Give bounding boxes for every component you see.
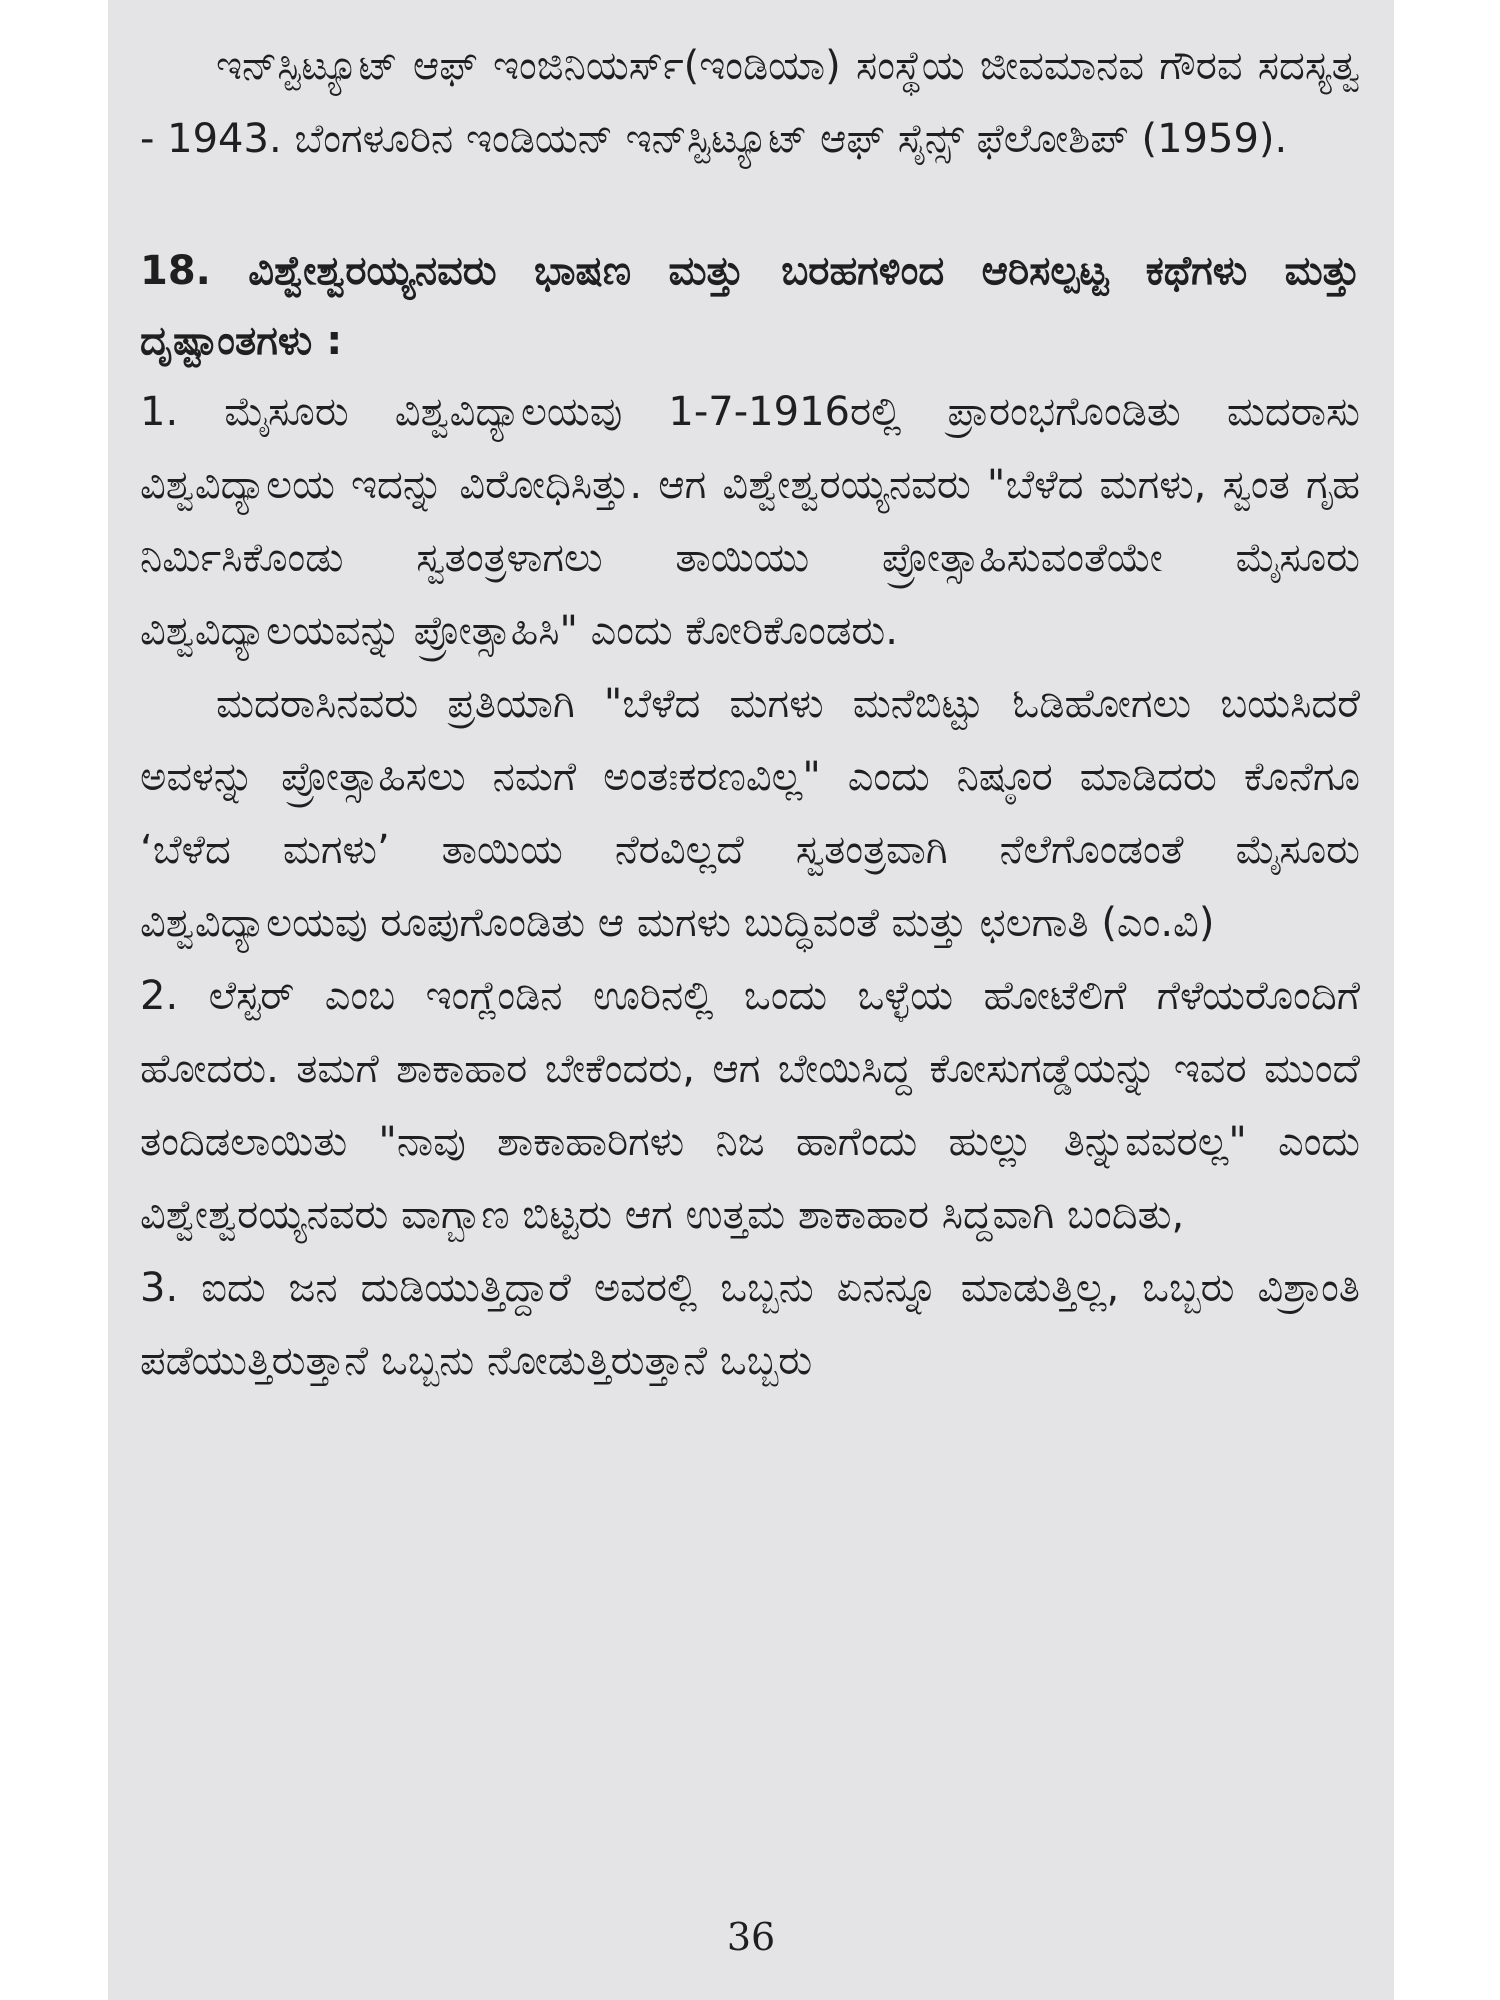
story-1-continuation-paragraph: ಮದರಾಸಿನವರು ಪ್ರತಿಯಾಗಿ "ಬೆಳೆದ ಮಗಳು ಮನೆಬಿಟ್ಟು ಓಡಿಹೋಗಲು ಬಯಸಿದರೆ ಅವಳನ್ನು ಪ್ರೋತ್ಸಾಹಿಸಲು ನಮಗೆ ಅಂತಃಕರಣವಿಲ್ಲ" ಎಂದು ನಿಷ್ಠೂರ ಮಾಡಿದರು ಕೊನೆಗೂ ‘ಬೆಳೆದ ಮಗಳು’ ತಾಯಿಯ ನೆರವಿಲ್ಲದೆ ಸ್ವತಂತ್ರವಾಗಿ ನೆಲೆಗೊಂಡಂತೆ ಮೈಸೂರು ವಿಶ್ವವಿದ್ಯಾಲಯವು ರೂಪುಗೊಂಡಿತು ಆ ಮಗಳು ಬುದ್ಧಿವಂತೆ ಮತ್ತು ಛಲಗಾತಿ (ಎಂ.ವಿ): [140, 681, 1360, 946]
story-3-paragraph: 3. ಐದು ಜನ ದುಡಿಯುತ್ತಿದ್ದಾರೆ ಅವರಲ್ಲಿ ಒಬ್ಬನು ಏನನ್ನೂ ಮಾಡುತ್ತಿಲ್ಲ, ಒಬ್ಬರು ವಿಶ್ರಾಂತಿ ಪಡೆಯುತ್ತಿರುತ್ತಾನೆ ಒಬ್ಬನು ನೋಡುತ್ತಿರುತ್ತಾನೆ ಒಬ್ಬರು: [140, 1265, 1360, 1384]
intro-paragraph: ಇನ್‌ಸ್ಟಿಟ್ಯೂಟ್ ಆಫ್ ಇಂಜಿನಿಯರ್ಸ್(ಇಂಡಿಯಾ) ಸಂಸ್ಥೆಯ ಜೀವಮಾನವ ಗೌರವ ಸದಸ್ಯತ್ವ - 1943. ಬೆಂಗಳೂರಿನ ಇಂಡಿಯನ್ ಇನ್‌ಸ್ಟಿಟ್ಯೂಟ್ ಆಫ್ ಸೈನ್ಸ್ ಫೆಲೋಶಿಪ್ (1959).: [140, 43, 1360, 162]
story-1-paragraph: 1. ಮೈಸೂರು ವಿಶ್ವವಿದ್ಯಾಲಯವು 1-7-1916ರಲ್ಲಿ ಪ್ರಾರಂಭಗೊಂಡಿತು ಮದರಾಸು ವಿಶ್ವವಿದ್ಯಾಲಯ ಇದನ್ನು ವಿರೋಧಿಸಿತ್ತು. ಆಗ ವಿಶ್ವೇಶ್ವರಯ್ಯನವರು "ಬೆಳೆದ ಮಗಳು, ಸ್ವಂತ ಗೃಹ ನಿರ್ಮಿಸಿಕೊಂಡು ಸ್ವತಂತ್ರಳಾಗಲು ತಾಯಿಯು ಪ್ರೋತ್ಸಾಹಿಸುವಂತೆಯೇ ಮೈಸೂರು ವಿಶ್ವವಿದ್ಯಾಲಯವನ್ನು ಪ್ರೋತ್ಸಾಹಿಸಿ" ಎಂದು ಕೋರಿಕೊಂಡರು.: [140, 389, 1360, 654]
page-number: 36: [726, 1915, 776, 1959]
section-heading: 18. ವಿಶ್ವೇಶ್ವರಯ್ಯನವರು ಭಾಷಣ ಮತ್ತು ಬರಹಗಳಿಂದ ಆರಿಸಲ್ಪಟ್ಟ ಕಥೆಗಳು ಮತ್ತು ದೃಷ್ಟಾಂತಗಳು :: [140, 248, 1360, 364]
book-page: [108, 0, 1394, 2000]
page-body: [140, 30, 1360, 1398]
story-2-paragraph: 2. ಲೆಸ್ಟರ್ ಎಂಬ ಇಂಗ್ಲೆಂಡಿನ ಊರಿನಲ್ಲಿ ಒಂದು ಒಳ್ಳೆಯ ಹೋಟೆಲಿಗೆ ಗೆಳೆಯರೊಂದಿಗೆ ಹೋದರು. ತಮಗೆ ಶಾಕಾಹಾರ ಬೇಕೆಂದರು, ಆಗ ಬೇಯಿಸಿದ್ದ ಕೋಸುಗಡ್ಡೆಯನ್ನು ಇವರ ಮುಂದೆ ತಂದಿಡಲಾಯಿತು "ನಾವು ಶಾಕಾಹಾರಿಗಳು ನಿಜ ಹಾಗೆಂದು ಹುಲ್ಲು ತಿನ್ನುವವರಲ್ಲ" ಎಂದು ವಿಶ್ವೇಶ್ವರಯ್ಯನವರು ವಾಗ್ಬಾಣ ಬಿಟ್ಟರು ಆಗ ಉತ್ತಮ ಶಾಕಾಹಾರ ಸಿದ್ದವಾಗಿ ಬಂದಿತು,: [140, 973, 1360, 1238]
